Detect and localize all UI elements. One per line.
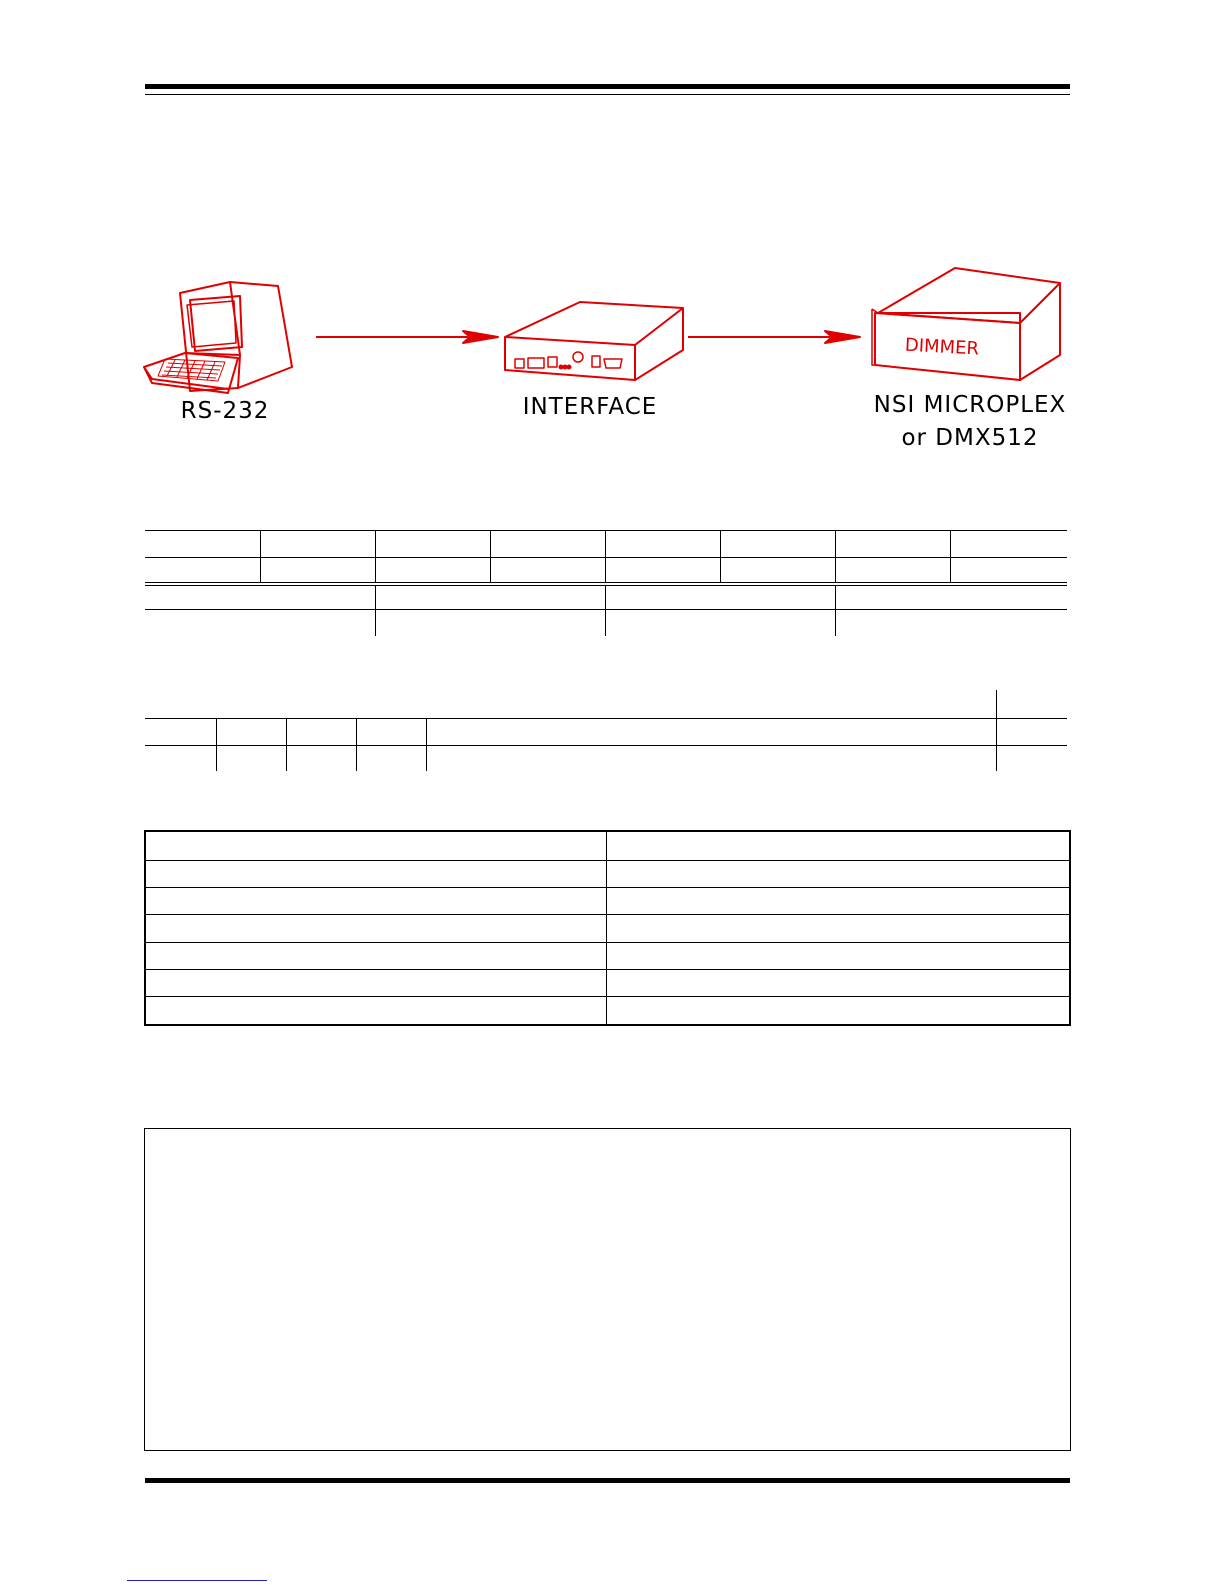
spec-table	[144, 830, 1071, 1026]
label-output-line1: NSI MICROPLEX	[873, 392, 1067, 418]
spec-table-row-line	[146, 860, 1069, 861]
label-output-line2: or DMX512	[901, 425, 1039, 451]
label-interface: INTERFACE	[522, 394, 658, 420]
spec-table-row-line	[146, 969, 1069, 970]
table2-line	[145, 745, 1067, 746]
footer-link-underline[interactable]	[127, 1580, 267, 1581]
spec-table-row-line	[146, 914, 1069, 915]
table2-divider	[286, 718, 287, 771]
table2-divider	[996, 690, 997, 771]
spec-table-row-line	[146, 996, 1069, 997]
footer-rule-thick	[145, 1478, 1070, 1483]
spec-table-row-line	[146, 942, 1069, 943]
table2-divider	[426, 718, 427, 771]
spec-table-row-line	[146, 887, 1069, 888]
note-box	[144, 1128, 1071, 1451]
table2-divider	[216, 718, 217, 771]
table2-divider	[356, 718, 357, 771]
table2-line	[145, 718, 1067, 719]
label-rs232: RS-232	[180, 398, 270, 424]
dimmer-panel-text: DIMMER	[904, 334, 980, 360]
